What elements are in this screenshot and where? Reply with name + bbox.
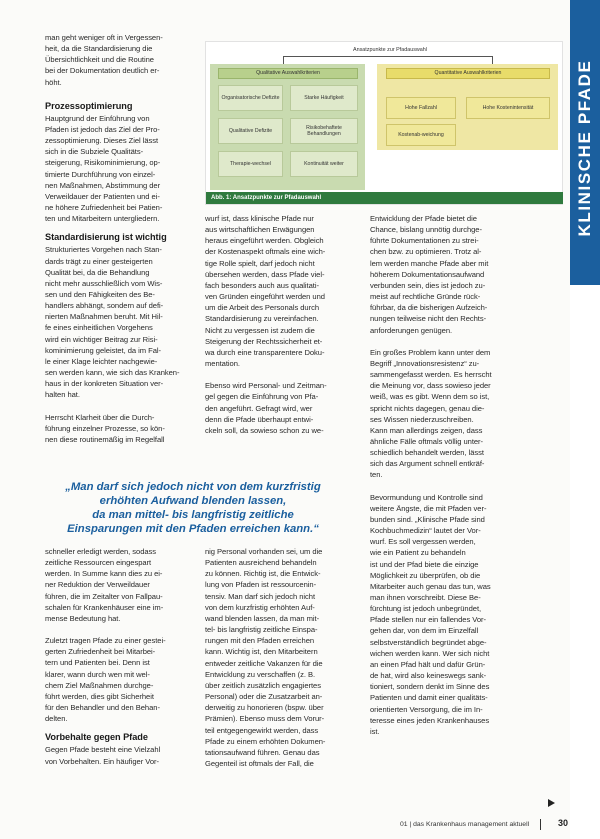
text-line: über zeitlich zusätzlich engagiertes: [205, 680, 321, 690]
paragraph: [370, 347, 540, 481]
text-line: denn die Pfade überhaupt entwi-: [205, 414, 314, 424]
text-line: von dem kurzfristig erhöhten Auf-: [205, 602, 315, 612]
criterion-box: Hohe Fallzahl: [386, 97, 456, 119]
text-line: heraus eingeführt werden. Obgleich: [205, 236, 324, 246]
text-line: wurf. Es soll vergessen werden,: [370, 537, 476, 547]
heading-vorbehalte: Vorbehalte gegen Pfade: [45, 732, 148, 743]
text-line: gel gegen die Einführung von Pfa-: [205, 392, 319, 402]
text-line: Steigerung der Rechtssicherheit et-: [205, 336, 323, 346]
text-line: orientierten Versorgung, die im In-: [370, 704, 483, 714]
text-line: Chance, bislang unnötig durchge-: [370, 225, 482, 235]
text-line: Patienten ausreichend behandeln: [205, 558, 317, 568]
text-line: nierten Maßnahmen beruht. Mit Hil-: [45, 312, 163, 322]
text-line: Gegen Pfade besteht eine Vielzahl: [45, 745, 161, 755]
text-line: selbstverständlich begründet abge-: [370, 637, 487, 647]
text-line: halten hat.: [45, 390, 80, 400]
paragraph: [45, 744, 199, 766]
text-line: bunden sind. „Klinische Pfade sind: [370, 514, 485, 524]
text-line: sen und den Fähigkeiten des Be-: [45, 289, 155, 299]
text-line: bei der Dokumentation deutlich er-: [45, 66, 160, 76]
text-line: tern und Patienten bei. Denn ist: [45, 658, 150, 668]
column-2-lower: [205, 546, 365, 769]
text-line: ne höhere Zufriedenheit bei Patien-: [45, 203, 163, 213]
text-line: sammengefasst werden. Es herrscht: [370, 370, 492, 380]
text-line: nungen teilweise nicht den Rechts-: [370, 314, 487, 324]
text-line: nen Maßnahmen, Abstimmung der: [45, 180, 161, 190]
text-line: heit, da die Standardisierung die: [45, 44, 153, 54]
text-line: ses Wissen niederzuschreiben.: [370, 414, 474, 424]
text-line: Personal) oder die Zusatzarbeit an-: [205, 692, 323, 702]
text-line: wie ein Patient zu behandeln: [370, 548, 466, 558]
text-line: steigerung, Risikominimierung, op-: [45, 158, 161, 168]
criterion-box: Risikobehaftete Behandlungen: [290, 118, 358, 144]
text-line: Pfade stellen nur ein fallendes Vor-: [370, 615, 486, 625]
text-line: weitere Ängste, die mit Pfaden ver-: [370, 503, 487, 513]
text-line: Möglichkeit zu überprüfen, ob die: [370, 570, 481, 580]
text-line: mentation.: [205, 359, 240, 369]
text-line: Zuletzt tragen Pfade zu einer gestei-: [45, 636, 166, 646]
text-line: schalen für Krankenhäuser eine im-: [45, 602, 164, 612]
text-line: höht.: [45, 77, 62, 87]
connector-line: [283, 56, 284, 64]
text-line: teil entgegengewirkt werden, dass: [205, 725, 319, 735]
paragraph: [370, 492, 540, 737]
text-line: anforderungen genügen.: [370, 325, 453, 335]
text-line: werden. In Summe kann dies zu ei-: [45, 569, 163, 579]
text-line: timierte Durchführung von einzel-: [45, 169, 156, 179]
text-line: Kochbuchmedizin“ lautet der Vor-: [370, 526, 481, 536]
heading-standardisierung: Standardisierung ist wichtig: [45, 232, 167, 243]
text-line: zessoptimierung. Dieses Ziel lässt: [45, 136, 159, 146]
text-line: nicht mehr ausschließlich vom Wis-: [45, 278, 163, 288]
text-line: ven Gründen eingeführt werden und: [205, 292, 325, 302]
figure-diagram: [205, 41, 563, 205]
quote-line: Einsparungen mit den Pfaden erreichen kann.“: [67, 523, 319, 535]
text-line: tioniert, sondern denkt im Sinne des: [370, 682, 490, 692]
text-line: Entwicklung der Pfade bietet die: [370, 214, 477, 223]
text-line: Patienten und damit einer qualitäts-: [370, 693, 488, 703]
text-line: Kann man allerdings zeigen, dass: [370, 425, 483, 435]
text-line: man ihnen vorschreibt. Diese Be-: [370, 593, 481, 602]
text-line: gehen dar, von dem im Einzelfall: [370, 626, 479, 636]
text-line: von Vorbehalten. Ein häufiger Vor-: [45, 756, 159, 766]
text-line: nig Personal vorhanden sei, um die: [205, 547, 323, 556]
continue-arrow-icon: [548, 799, 555, 807]
text-line: dards trägt zu einer gesteigerten: [45, 256, 153, 266]
text-line: ähnliche Fälle oftmals völlig unter-: [370, 436, 484, 446]
text-line: tationsaufwand führen. Genau das: [205, 747, 320, 757]
paragraph: [45, 546, 199, 624]
text-line: entweder zeitliche Vakanzen für die: [205, 658, 323, 668]
paragraph: [45, 412, 199, 445]
quote-line: erhöhten Aufwand blenden lassen,: [99, 495, 287, 507]
text-line: Gegenteil ist oftmals der Fall, die: [205, 758, 314, 768]
text-line: führbar, da die bisherigen Aufzeich-: [370, 303, 488, 313]
text-line: wird ein wichtiger Beitrag zur Risi-: [45, 334, 158, 344]
heading-prozessoptimierung: Prozessoptimierung: [45, 100, 133, 111]
text-line: delten.: [45, 714, 68, 724]
text-line: mense Bedeutung hat.: [45, 613, 121, 623]
text-line: weiß, was es gibt. Wenn dem so ist,: [370, 392, 490, 402]
intro-paragraph: [45, 32, 199, 88]
text-line: den angeführt. Gefragt wird, wer: [205, 403, 313, 413]
text-line: klarer, wann durch wen mit wel-: [45, 669, 150, 679]
text-line: Begriff „Innovationsresistenz“ zu-: [370, 358, 480, 368]
column-3: [370, 213, 540, 737]
text-line: tige Rolle spielt, darf jedoch nicht: [205, 258, 315, 268]
text-line: Ein großes Problem kann unter dem: [370, 347, 491, 357]
paragraph: [45, 113, 199, 225]
text-line: führte Dokumentationen zu strei-: [370, 236, 479, 246]
criterion-box: Kostenab-weichung: [386, 124, 456, 146]
footer-divider: [540, 819, 541, 830]
column-1: [45, 32, 199, 445]
paragraph: [370, 213, 540, 336]
text-line: Pfaden ist jedoch das Ziel der Pro-: [45, 124, 160, 134]
text-line: zu können. Richtig ist, die Entwick-: [205, 569, 321, 579]
text-line: sich das Argument schnell entkräf-: [370, 459, 485, 469]
text-line: Entwicklung zu verschaffen (z. B.: [205, 669, 316, 679]
criterion-box: Organisatorische Defizite: [218, 85, 283, 111]
text-line: wa durch eine transparentere Doku-: [205, 347, 325, 357]
text-line: führen, die im Zeitalter von Fallpau-: [45, 591, 163, 601]
text-line: handlers abhängt, sondern auf defi-: [45, 301, 164, 311]
criterion-box: Starke Häufigkeit: [290, 85, 358, 111]
text-line: tel- bis langfristig zeitliche Einspa-: [205, 625, 318, 635]
criterion-box: Hohe Kostenintensität: [466, 97, 550, 119]
text-line: sich in die Subziele Qualitäts-: [45, 147, 144, 157]
text-line: um die Arbeit des Personals durch: [205, 303, 320, 313]
figure-caption: Abb. 1: Ansatzpunkte zur Pfadauswahl: [206, 192, 563, 204]
paragraph: [45, 244, 199, 400]
quote-line: da man mittel- bis langfristig zeitliche: [92, 509, 294, 521]
connector-line: [492, 56, 493, 64]
text-line: Nicht zu vergessen ist zudem die: [205, 325, 315, 335]
text-line: zeitliche Ressourcen eingespart: [45, 558, 152, 568]
journal-name: 01 | das Krankenhaus management aktuell: [400, 821, 530, 828]
text-line: lung von Pfaden ist ressourcenin-: [205, 580, 317, 590]
text-line: chen bzw. zu optimieren. Trotz al-: [370, 247, 482, 257]
text-line: höherem Dokumentationsaufwand: [370, 269, 485, 279]
text-line: ist und der Pfad biete die einzige: [370, 559, 479, 569]
text-line: Standardisierung zu vereinfachen.: [205, 314, 319, 324]
text-line: kominimierung geleistet, da im Fal-: [45, 345, 161, 355]
text-line: nen diese routinemäßig im Regelfall: [45, 434, 165, 444]
text-line: verbunden sein, dies ist jedoch zu-: [370, 280, 486, 290]
text-line: der Kostenaspekt oftmals eine wich-: [205, 247, 326, 257]
text-line: ckeln soll, da sowieso schon zu we-: [205, 425, 324, 435]
text-line: Verweildauer der Patienten und ei-: [45, 191, 160, 201]
text-line: spricht nichts dagegen, genau die-: [370, 403, 485, 413]
text-line: lem werden manche Pfade aber mit: [370, 258, 489, 268]
text-line: führt werden, dies gibt Sicherheit: [45, 691, 154, 701]
text-line: rungen mit den Pfaden erreichen: [205, 636, 315, 646]
text-line: Strukturiertes Vorgehen nach Stan-: [45, 245, 162, 255]
text-line: Hauptgrund der Einführung von: [45, 113, 150, 123]
column-1-lower: [45, 546, 199, 767]
text-line: derweitig zu honorieren (bspw. über: [205, 703, 324, 713]
diagram-root-label: Ansatzpunkte zur Pfadauswahl: [352, 47, 428, 53]
text-line: wand blenden lassen, da man mit-: [205, 613, 320, 623]
text-line: aus wirtschaftlichen Erwägungen: [205, 225, 315, 235]
text-line: ner Reduktion der Verweildauer: [45, 580, 150, 590]
text-line: die Meinung vor, dass sowieso jeder: [370, 381, 491, 391]
text-line: Prämien). Ebenso muss dem Vorur-: [205, 714, 325, 724]
column-2: [205, 213, 365, 436]
qualitative-head: Qualitative Auswahlkriterien: [218, 68, 358, 79]
text-line: fürchtung ist jedoch unbegründet,: [370, 604, 482, 614]
criterion-box: Kontinuität weiter: [290, 151, 358, 177]
text-line: haus in der konkreten Situation ver-: [45, 379, 164, 389]
text-line: Qualität bei, da die Behandlung: [45, 267, 150, 277]
quote-line: „Man darf sich jedoch nicht von dem kurzfristig: [65, 481, 321, 493]
text-line: führung einzelner Prozesse, so kön-: [45, 423, 165, 433]
text-line: meist auf rechtliche Gründe rück-: [370, 292, 481, 302]
text-line: Übersichtlichkeit und die Routine: [45, 55, 154, 65]
text-line: übersehen werden, dass Pfade viel-: [205, 269, 325, 279]
text-line: fe eines einheitlichen Vorgehens: [45, 323, 153, 333]
text-line: chem Ziel Maßnahmen durchge-: [45, 680, 154, 690]
criterion-box: Therapie-wechsel: [218, 151, 283, 177]
text-line: fach besonders auch aus qualitati-: [205, 280, 319, 290]
paragraph: [205, 213, 365, 369]
quantitative-head: Quantitative Auswahlkriterien: [386, 68, 550, 79]
text-line: schiedlich behandelt werden, lässt: [370, 448, 484, 458]
text-line: Pfade zu einem erhöhten Dokumen-: [205, 736, 326, 746]
text-line: le einer Klage leichter nachgewie-: [45, 356, 158, 366]
text-line: ten.: [370, 470, 383, 480]
text-line: ist.: [370, 726, 380, 736]
text-line: für den Behandler und den Behan-: [45, 703, 160, 713]
paragraph: [205, 380, 365, 436]
paragraph: [45, 635, 199, 724]
section-label: KLINISCHE PFADE: [575, 59, 594, 237]
text-line: de hat, wird also keineswegs sank-: [370, 671, 487, 681]
text-line: Ebenso wird Personal- und Zeitman-: [205, 381, 327, 391]
text-line: teresse eines jeden Krankenhauses: [370, 715, 490, 725]
connector-line: [283, 56, 493, 57]
text-line: wurf ist, dass klinische Pfade nur: [205, 214, 314, 223]
text-line: Bevormundung und Kontrolle sind: [370, 492, 483, 502]
text-line: an einen Pfad hält und dafür Grün-: [370, 659, 486, 669]
text-line: Herrscht Klarheit über die Durch-: [45, 412, 155, 422]
text-line: kann. Wichtig ist, den Mitarbeitern: [205, 647, 318, 657]
text-line: gerten Zufriedenheit bei Mitarbei-: [45, 647, 156, 657]
text-line: tensiv. Man darf sich jedoch nicht: [205, 591, 316, 601]
pull-quote: [18, 480, 368, 540]
text-line: wichen werden kann. Wer sich nicht: [370, 648, 490, 658]
text-line: ten und Mitarbeitern untergliedern.: [45, 214, 160, 224]
criterion-box: Qualitative Defizite: [218, 118, 283, 144]
text-line: sen werden kann, wie sich das Kranken-: [45, 368, 180, 378]
page-number: 30: [558, 818, 569, 828]
text-line: schneller erledigt werden, sodass: [45, 547, 157, 556]
paragraph: [205, 546, 365, 769]
text-line: man geht weniger oft in Vergessen-: [45, 33, 163, 42]
text-line: Mitarbeiter auch genau das tun, was: [370, 581, 491, 591]
